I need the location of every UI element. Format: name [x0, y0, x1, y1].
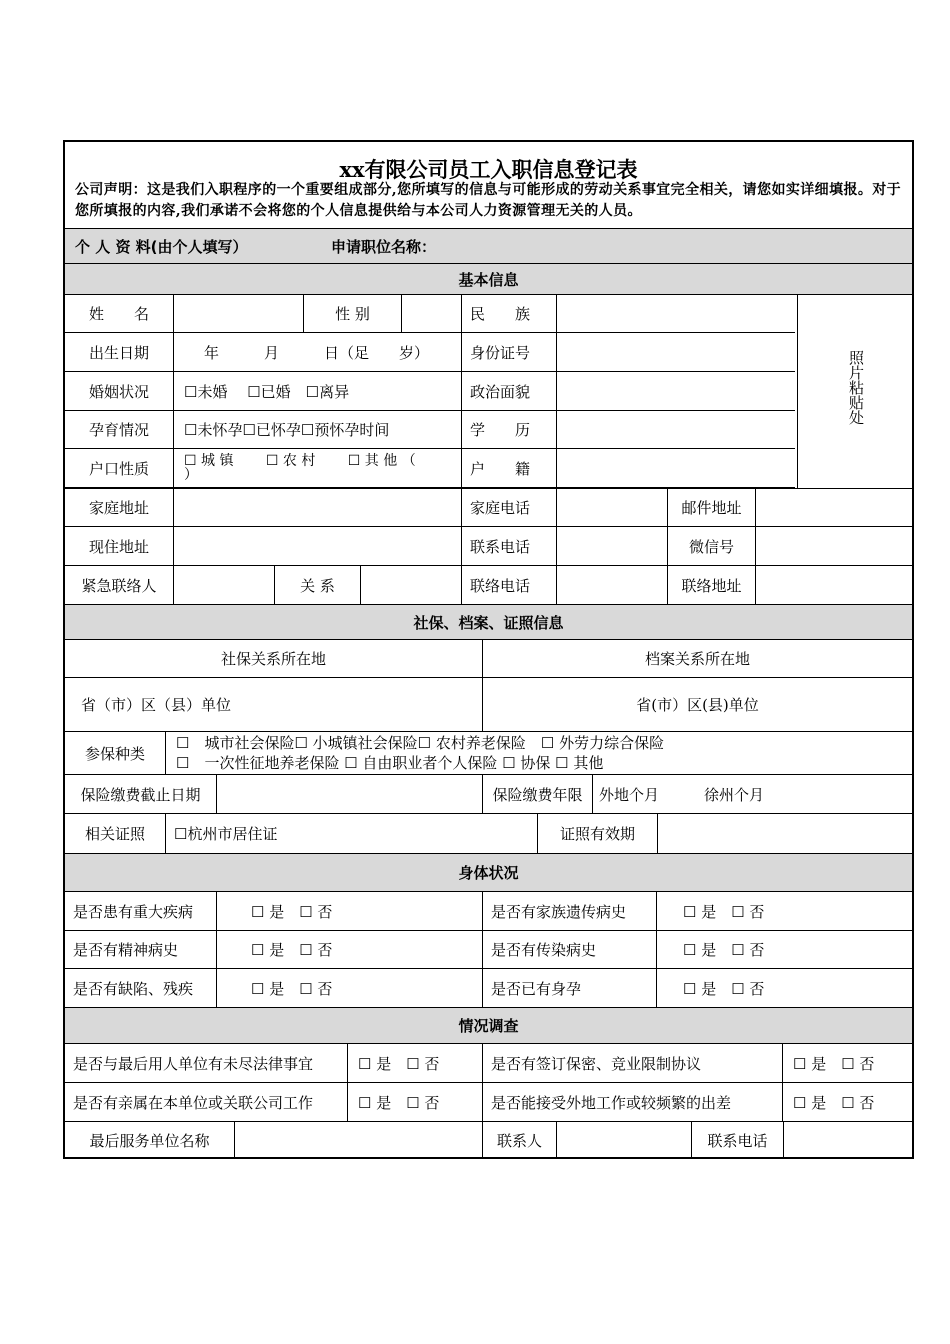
hereditary-options[interactable]: ☐ 是 ☐ 否 [683, 902, 765, 921]
company-statement: 公司声明：这是我们入职程序的一个重要组成部分,您所填写的信息与可能形成的劳动关系事宜完全相关，请您如实详细填报。对于您所填报的内容,我们承诺不会将您的个人信息提供给与本公司人力资源管理无关的人员。 [75, 182, 902, 219]
emergency-contact-field[interactable] [174, 566, 275, 604]
deadline-label: 保险缴费截止日期 [65, 775, 217, 813]
health-row-2 [65, 931, 912, 969]
name-label: 姓 名 [65, 295, 174, 332]
insurance-type-label: 参保种类 [65, 732, 166, 774]
contact-person-field[interactable] [557, 1122, 692, 1159]
name-row [65, 295, 795, 333]
social-header [65, 605, 912, 640]
serious-illness-options[interactable]: ☐ 是 ☐ 否 [217, 892, 483, 930]
last-employer-row [65, 1122, 912, 1159]
nda-options[interactable]: ☐ 是 ☐ 否 [793, 1054, 875, 1073]
current-address-label: 现住地址 [65, 527, 174, 565]
id-number-label: 身份证号 [462, 333, 557, 371]
contact-tel-label: 联络电话 [462, 566, 557, 604]
pregnancy-options[interactable]: ☐未怀孕☐已怀孕☐预怀孕时间 [174, 411, 462, 448]
relative-label: 是否有亲属在本单位或关联公司工作 [65, 1083, 348, 1121]
insurance-options-line2: ☐ 一次性征地养老保险 ☐ 自由职业者个人保险 ☐ 协保 ☐ 其他 [176, 754, 604, 772]
marital-row [65, 372, 795, 411]
personal-info-row [65, 229, 912, 264]
wechat-label: 微信号 [668, 527, 756, 565]
contact-tel-field[interactable] [557, 566, 668, 604]
ethnicity-label: 民 族 [462, 295, 557, 332]
hukou-label: 户 籍 [462, 449, 557, 487]
registration-form [63, 140, 914, 1159]
hereditary-label: 是否有家族遗传病史 [483, 892, 657, 930]
last-contact-phone-field[interactable] [784, 1122, 912, 1159]
contact-phone-label: 联系电话 [462, 527, 557, 565]
serious-illness-label: 是否患有重大疾病 [65, 892, 217, 930]
hukou-options-close: ） [184, 467, 198, 483]
archive-unit-field[interactable]: 省(市）区(县)单位 [636, 696, 759, 714]
home-phone-field[interactable] [557, 489, 668, 526]
survey-row-2 [65, 1083, 912, 1122]
insurance-options-line1: ☐ 城市社会保险☐ 小城镇社会保险☐ 农村养老保险 ☐ 外劳力综合保险 [176, 734, 665, 752]
personal-info-label: 个 人 资 料(由个人填写） [75, 237, 248, 256]
health-header [65, 854, 912, 892]
name-field[interactable] [174, 295, 304, 332]
hukou-type-label: 户口性质 [65, 449, 174, 487]
unit-row [65, 678, 912, 732]
emergency-row [65, 566, 912, 605]
home-address-field[interactable] [174, 489, 462, 526]
legal-matters-options[interactable]: ☐ 是 ☐ 否 [348, 1044, 483, 1082]
hukou-options-text: ☐ 城 镇 ☐ 农 村 ☐ 其 他 （ [184, 453, 416, 469]
emergency-contact-label: 紧急联络人 [65, 566, 174, 604]
pregnant-options[interactable]: ☐ 是 ☐ 否 [683, 979, 765, 998]
ethnicity-field[interactable] [557, 295, 797, 332]
photo-area[interactable] [797, 295, 914, 488]
ss-location-label: 社保关系所在地 [65, 640, 483, 677]
survey-header [65, 1008, 912, 1044]
cert-field[interactable]: ☐杭州市居住证 [166, 814, 538, 853]
political-field[interactable] [557, 372, 797, 410]
ss-unit-field[interactable]: 省（市）区（县）单位 [65, 678, 483, 731]
contact-phone-field[interactable] [557, 527, 668, 565]
location-row [65, 640, 912, 678]
travel-options[interactable]: ☐ 是 ☐ 否 [793, 1093, 875, 1112]
home-address-row [65, 488, 912, 527]
wechat-field[interactable] [756, 527, 912, 565]
insurance-row [65, 732, 912, 775]
health-title: 身体状况 [458, 864, 519, 882]
home-address-label: 家庭地址 [65, 489, 174, 526]
pregnancy-label: 孕育情况 [65, 411, 174, 448]
hukou-field[interactable] [557, 449, 797, 487]
current-address-field[interactable] [174, 527, 462, 565]
legal-matters-label: 是否与最后用人单位有未尽法律事宜 [65, 1044, 348, 1082]
birth-row [65, 333, 795, 372]
cert-valid-label: 证照有效期 [538, 814, 658, 853]
last-contact-phone-label: 联系电话 [692, 1122, 784, 1159]
contact-address-field[interactable] [756, 566, 912, 604]
home-phone-label: 家庭电话 [462, 489, 557, 526]
hukou-type-options[interactable] [174, 449, 462, 487]
contact-address-label: 联络地址 [668, 566, 756, 604]
birth-date-field[interactable]: 年 月 日（足 岁） [174, 333, 462, 371]
survey-title: 情况调查 [458, 1017, 519, 1035]
relation-field[interactable] [361, 566, 462, 604]
health-row-3 [65, 969, 912, 1008]
gender-label: 性 别 [304, 295, 402, 332]
title-row [65, 142, 912, 229]
relative-options[interactable]: ☐ 是 ☐ 否 [348, 1083, 483, 1121]
deadline-field[interactable] [217, 775, 483, 813]
hukou-row [65, 449, 795, 488]
mail-address-field[interactable] [756, 489, 912, 526]
id-number-field[interactable] [557, 333, 797, 371]
form-title: xx有限公司员工入职信息登记表 [339, 157, 638, 182]
mental-options[interactable]: ☐ 是 ☐ 否 [217, 931, 483, 968]
archive-location-label: 档案关系所在地 [644, 650, 750, 668]
pregnancy-row [65, 411, 795, 449]
contact-person-label: 联系人 [483, 1122, 557, 1159]
last-employer-field[interactable] [235, 1122, 483, 1159]
basic-info-header [65, 264, 912, 295]
last-employer-label: 最后服务单位名称 [65, 1122, 235, 1159]
pregnant-label: 是否已有身孕 [483, 969, 657, 1007]
infectious-options[interactable]: ☐ 是 ☐ 否 [683, 941, 765, 959]
cert-valid-field[interactable] [658, 814, 912, 853]
years-field[interactable]: 外地个月 徐州个月 [599, 785, 765, 804]
current-address-row [65, 527, 912, 566]
cert-row [65, 814, 912, 854]
education-field[interactable] [557, 411, 797, 448]
marital-label: 婚姻状况 [65, 372, 174, 410]
travel-label: 是否能接受外地工作或较频繁的出差 [483, 1083, 783, 1121]
political-label: 政治面貌 [462, 372, 557, 410]
gender-field[interactable] [402, 295, 462, 332]
position-label: 申请职位名称： [331, 237, 437, 256]
nda-label: 是否有签订保密、竞业限制协议 [483, 1044, 783, 1082]
disability-label: 是否有缺陷、残疾 [65, 969, 217, 1007]
photo-label: 照片粘贴处 [847, 350, 865, 425]
education-label: 学 历 [462, 411, 557, 448]
disability-options[interactable]: ☐ 是 ☐ 否 [217, 969, 483, 1007]
mail-address-label: 邮件地址 [668, 489, 756, 526]
insurance-options[interactable] [166, 732, 912, 774]
basic-info-title: 基本信息 [458, 270, 519, 289]
birth-date-label: 出生日期 [65, 333, 174, 371]
marital-options[interactable]: ☐未婚 ☐已婚 ☐离异 [174, 372, 462, 410]
social-title: 社保、档案、证照信息 [413, 613, 564, 632]
health-row-1 [65, 892, 912, 931]
years-label: 保险缴费年限 [483, 775, 593, 813]
relation-label: 关 系 [275, 566, 361, 604]
mental-label: 是否有精神病史 [65, 931, 217, 968]
infectious-label: 是否有传染病史 [483, 931, 657, 968]
survey-row-1 [65, 1044, 912, 1083]
cert-label: 相关证照 [65, 814, 166, 853]
payment-row [65, 775, 912, 814]
